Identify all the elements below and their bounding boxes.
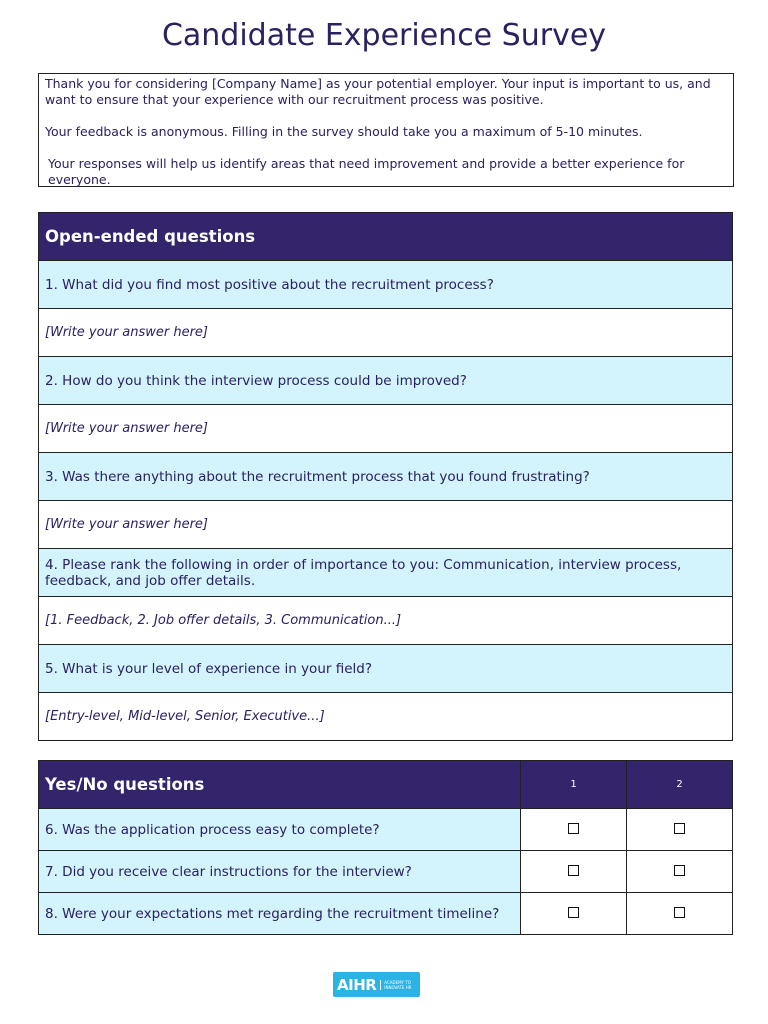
checkbox[interactable] — [568, 907, 579, 918]
question: 4. Please rank the following in order of importance to you: Communication, interview process, feedback, and job offer details. — [39, 549, 733, 597]
question: 5. What is your level of experience in your field? — [39, 645, 733, 693]
question: 1. What did you find most positive about the recruitment process? — [39, 261, 733, 309]
checkbox[interactable] — [674, 907, 685, 918]
question: 3. Was there anything about the recruitment process that you found frustrating? — [39, 453, 733, 501]
page-title: Candidate Experience Survey — [161, 18, 607, 53]
checkbox[interactable] — [568, 823, 579, 834]
yes-no-table — [38, 760, 733, 935]
aihr-logo — [333, 972, 420, 997]
checkbox[interactable] — [674, 865, 685, 876]
answer-field[interactable]: [1. Feedback, 2. Job offer details, 3. Communication...] — [39, 597, 733, 645]
answer-field[interactable]: [Write your answer here] — [39, 309, 733, 357]
intro-text: Your feedback is anonymous. Filling in the survey should take you a maximum of 5-10 minutes. — [45, 124, 643, 139]
open-ended-table — [38, 212, 733, 741]
logo-main: AIHR — [337, 975, 377, 994]
question: 2. How do you think the interview process could be improved? — [39, 357, 733, 405]
question: 7. Did you receive clear instructions for the interview? — [39, 851, 521, 893]
answer-field[interactable]: [Write your answer here] — [39, 501, 733, 549]
checkbox[interactable] — [674, 823, 685, 834]
intro-text: Thank you for considering [Company Name] as your potential employer. Your input is important to us, and want to ensure that your experience with our recruitment process was positive. — [45, 76, 711, 107]
question: 6. Was the application process easy to complete? — [39, 809, 521, 851]
answer-field[interactable]: [Write your answer here] — [39, 405, 733, 453]
question: 8. Were your expectations met regarding the recruitment timeline? — [39, 893, 521, 935]
answer-field[interactable]: [Entry-level, Mid-level, Senior, Executive...] — [39, 693, 733, 741]
intro-box — [38, 73, 734, 187]
intro-text: Your responses will help us identify areas that need improvement and provide a better experience for everyone. — [48, 156, 685, 187]
column-1-header: 1 — [521, 761, 627, 809]
yes-no-heading: Yes/No questions — [39, 761, 521, 809]
open-ended-heading: Open-ended questions — [39, 213, 733, 261]
checkbox[interactable] — [568, 865, 579, 876]
logo-sub: ACADEMY TO INNOVATE HR — [380, 980, 420, 990]
column-2-header: 2 — [627, 761, 733, 809]
